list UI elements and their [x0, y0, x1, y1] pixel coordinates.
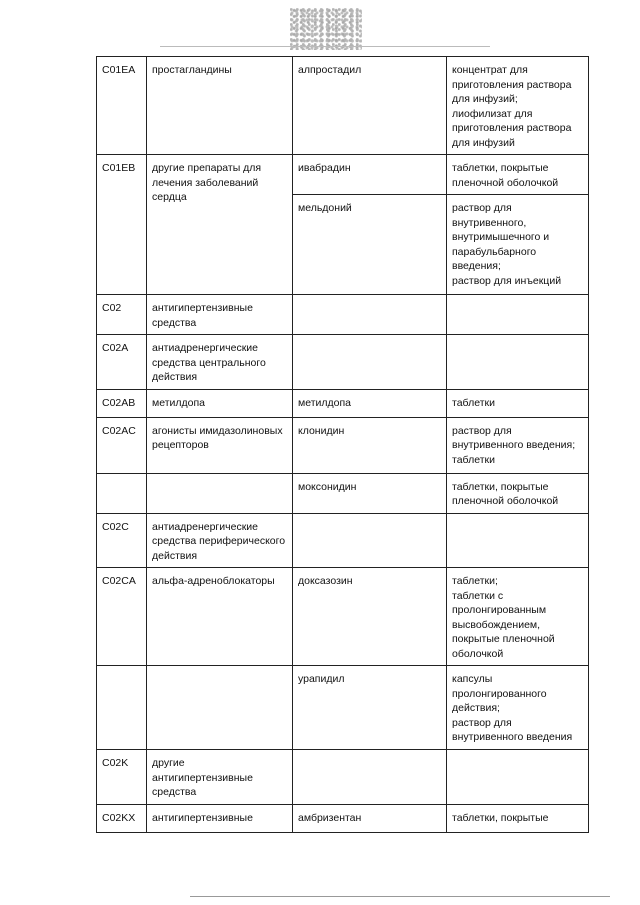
substance-cell: моксонидин — [293, 473, 447, 513]
form-cell — [447, 750, 589, 805]
form-cell: таблетки, покрытые пленочной оболочкой — [447, 473, 589, 513]
table-row — [97, 568, 589, 666]
atc-code-cell: C02K — [97, 750, 147, 805]
form-cell: таблетки — [447, 389, 589, 417]
group-cell: антиадренергические средства периферического действия — [147, 513, 293, 568]
substance-cell: доксазозин — [293, 568, 447, 666]
top-rule — [160, 46, 490, 47]
form-cell: раствор для внутривенного введения; таблетки — [447, 417, 589, 473]
atc-code-cell: C02A — [97, 335, 147, 390]
form-cell: капсулы пролонгированного действия; раствор для внутривенного введения — [447, 666, 589, 750]
stamp-mark — [290, 8, 362, 50]
group-cell: альфа-адреноблокаторы — [147, 568, 293, 666]
group-cell: агонисты имидазолиновых рецепторов — [147, 417, 293, 473]
table-row — [97, 750, 589, 805]
substance-cell: алпростадил — [293, 57, 447, 155]
atc-code-cell: C02C — [97, 513, 147, 568]
table-row — [97, 473, 589, 513]
atc-code-cell — [97, 473, 147, 513]
table-row — [97, 335, 589, 390]
table-row — [97, 666, 589, 750]
drug-table — [96, 56, 589, 833]
substance-cell: ивабрадин — [293, 155, 447, 195]
group-cell — [147, 473, 293, 513]
atc-code-cell — [97, 666, 147, 750]
form-cell: таблетки; таблетки с пролонгированным высвобождением, покрытые пленочной оболочкой — [447, 568, 589, 666]
atc-code-cell: C02CA — [97, 568, 147, 666]
group-cell: антигипертензивные средства — [147, 295, 293, 335]
form-cell: таблетки, покрытые — [447, 804, 589, 832]
atc-code-cell: C01EB — [97, 155, 147, 295]
table-row — [97, 57, 589, 155]
form-cell: таблетки, покрытые пленочной оболочкой — [447, 155, 589, 195]
form-cell — [447, 335, 589, 390]
form-cell — [447, 513, 589, 568]
group-cell: другие антигипертензивные средства — [147, 750, 293, 805]
table-row — [97, 155, 589, 195]
atc-code-cell: C01EA — [97, 57, 147, 155]
atc-code-cell: C02AC — [97, 417, 147, 473]
substance-cell: урапидил — [293, 666, 447, 750]
group-cell: антиадренергические средства центрального действия — [147, 335, 293, 390]
table-row — [97, 804, 589, 832]
form-cell: концентрат для приготовления раствора для инфузий; лиофилизат для приготовления раствора для инфузий — [447, 57, 589, 155]
atc-code-cell: C02AB — [97, 389, 147, 417]
substance-cell: метилдопа — [293, 389, 447, 417]
substance-cell — [293, 750, 447, 805]
substance-cell — [293, 335, 447, 390]
substance-cell — [293, 295, 447, 335]
table-row — [97, 389, 589, 417]
group-cell: метилдопа — [147, 389, 293, 417]
bottom-rule — [190, 896, 610, 897]
group-cell: другие препараты для лечения заболеваний сердца — [147, 155, 293, 295]
substance-cell: мельдоний — [293, 195, 447, 295]
atc-code-cell: C02 — [97, 295, 147, 335]
table-row — [97, 417, 589, 473]
table-row — [97, 295, 589, 335]
substance-cell — [293, 513, 447, 568]
atc-code-cell: C02KX — [97, 804, 147, 832]
group-cell — [147, 666, 293, 750]
substance-cell: амбризентан — [293, 804, 447, 832]
form-cell — [447, 295, 589, 335]
substance-cell: клонидин — [293, 417, 447, 473]
group-cell: антигипертензивные — [147, 804, 293, 832]
table-row — [97, 513, 589, 568]
form-cell: раствор для внутривенного, внутримышечного и парабульбарного введения; раствор для инъекций — [447, 195, 589, 295]
group-cell: простагландины — [147, 57, 293, 155]
